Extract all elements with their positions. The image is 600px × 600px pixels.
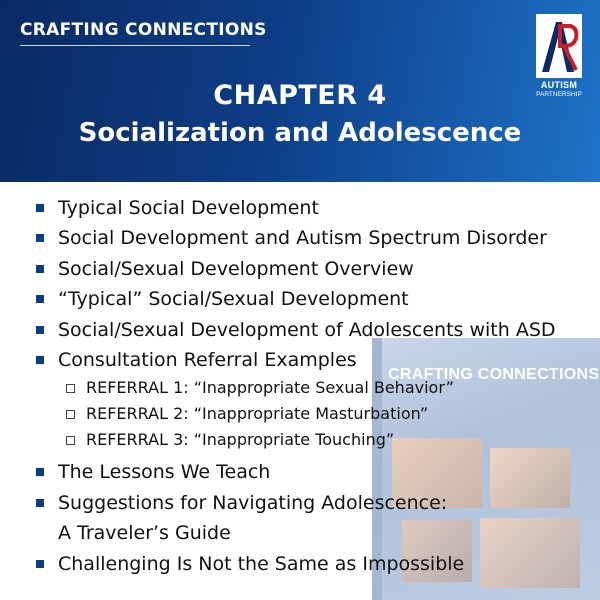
series-underline: [20, 45, 250, 46]
book-cover-title: CRAFTING CONNECTIONS: [388, 366, 600, 383]
hollow-square-bullet-icon: [66, 436, 75, 445]
square-bullet-icon: [36, 468, 44, 476]
list-item: Typical Social Development: [36, 193, 596, 223]
logo-mark-icon: [536, 14, 582, 78]
logo-text-autism: AUTISM: [540, 80, 578, 90]
series-title: CRAFTING CONNECTIONS: [20, 20, 267, 40]
hollow-square-bullet-icon: [66, 384, 75, 393]
list-item: Suggestions for Navigating Adolescence:: [36, 488, 596, 518]
list-item: Consultation Referral Examples: [36, 345, 596, 375]
square-bullet-icon: [36, 560, 44, 568]
square-bullet-icon: [36, 326, 44, 334]
hollow-square-bullet-icon: [66, 410, 75, 419]
square-bullet-icon: [36, 265, 44, 273]
square-bullet-icon: [36, 295, 44, 303]
chapter-number: CHAPTER 4: [213, 80, 387, 111]
header-banner: [0, 0, 600, 182]
list-item: Social/Sexual Development of Adolescents with ASD: [36, 315, 596, 345]
sub-list-item: REFERRAL 3: “Inappropriate Touching”: [36, 427, 596, 453]
list-item: Social Development and Autism Spectrum Disorder: [36, 223, 596, 253]
square-bullet-icon: [36, 356, 44, 364]
chapter-title: Socialization and Adolescence: [78, 118, 522, 148]
list-item: Challenging Is Not the Same as Impossible: [36, 549, 596, 579]
topic-list: [36, 193, 596, 579]
square-bullet-icon: [36, 499, 44, 507]
logo-text-partnership: PARTNERSHIP: [536, 91, 582, 98]
list-item-continuation: A Traveler’s Guide: [58, 522, 231, 545]
list-item: The Lessons We Teach: [36, 457, 596, 487]
sub-list-item: REFERRAL 2: “Inappropriate Masturbation”: [36, 401, 596, 427]
square-bullet-icon: [36, 234, 44, 242]
sub-list-item: REFERRAL 1: “Inappropriate Sexual Behavior”: [36, 375, 596, 401]
list-item: Social/Sexual Development Overview: [36, 254, 596, 284]
square-bullet-icon: [36, 204, 44, 212]
list-item: “Typical” Social/Sexual Development: [36, 284, 596, 314]
